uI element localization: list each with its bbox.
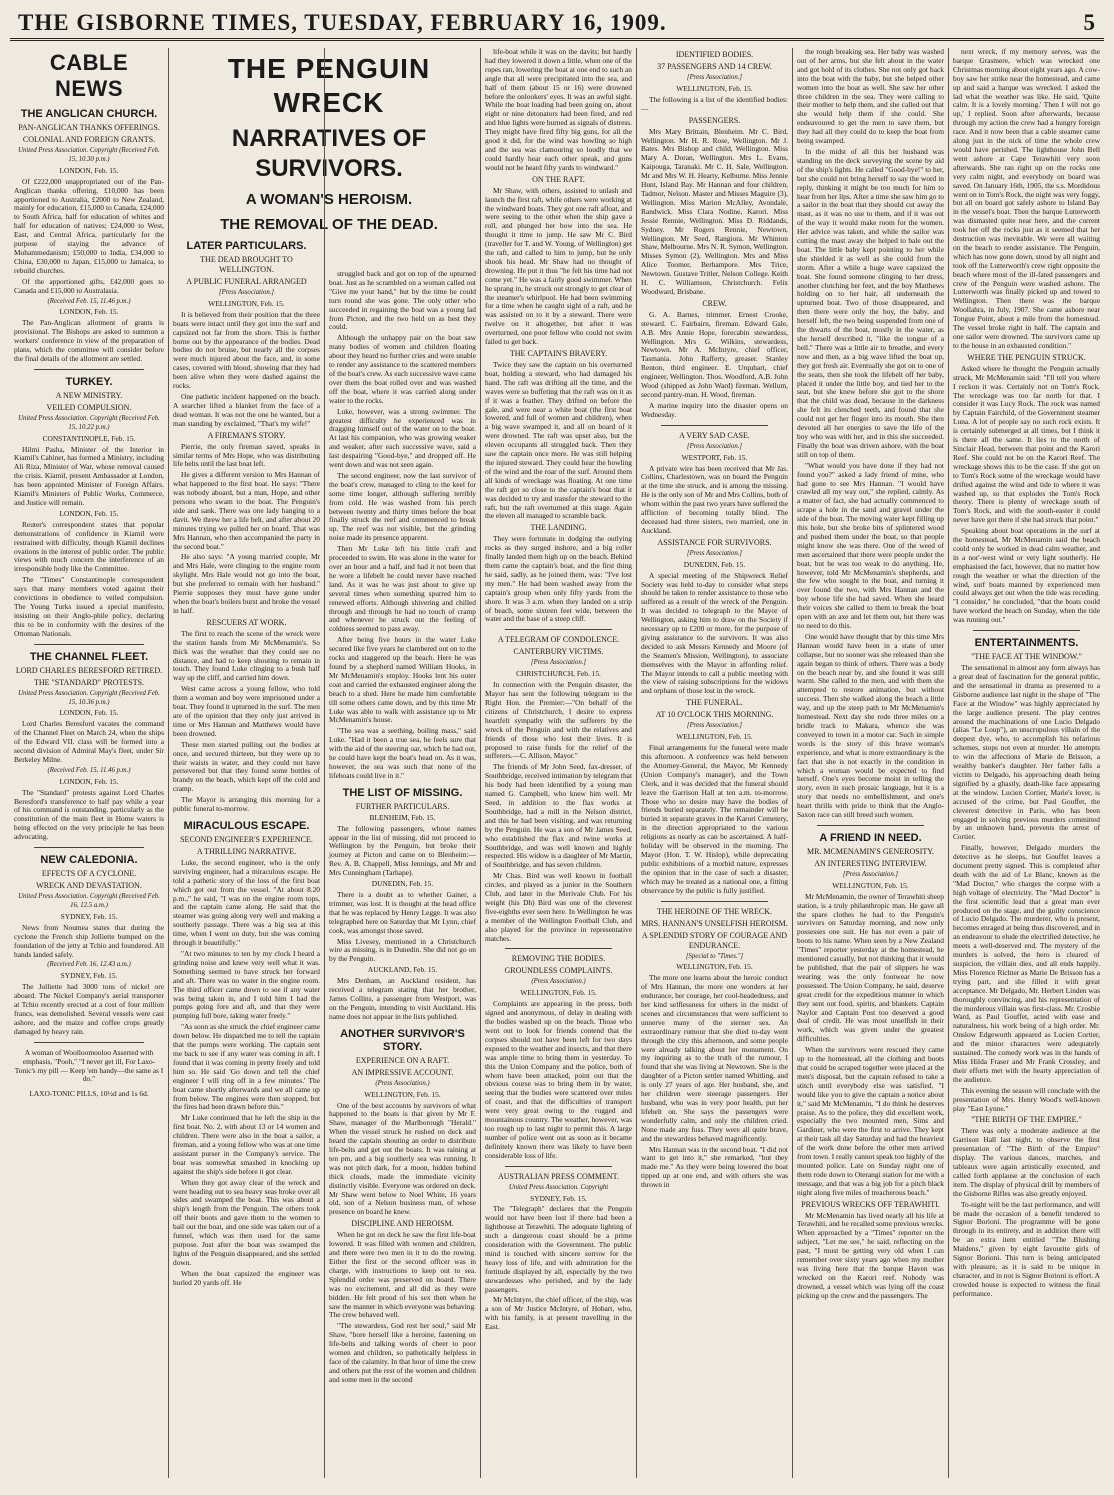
subheadline: A VERY SAD CASE. — [679, 430, 750, 440]
subheadline: A PUBLIC FUNERAL ARRANGED — [186, 277, 307, 286]
subheadline: FURTHER PARTICULARS. — [355, 801, 450, 811]
dateline: DUNEDIN, Feb. 15. — [371, 879, 434, 889]
paragraph: Mr McIntyre, the chief officer, of the ship, was a son of Mr Justice McIntyre, of Hobart, who, with his family, is at present travelling in the East. — [485, 1295, 632, 1332]
subheadline: IDENTIFIED BODIES. — [675, 50, 754, 59]
dateline: LONDON, Feb. 15. — [59, 307, 119, 317]
subheadline: 37 PASSENGERS AND 14 CREW. — [657, 62, 772, 71]
paragraph: When the survivors were rescued they came up to the homestead, all the clothing and boots that could be scraped together were placed at the men's disposal, but the captain refused to take a stitch until everybody else was satisfied. "I would like you to give the captain a notice about it," said Mr McMenamin, "I do think he deserves praise. As to the police, they did excellent work, especially the two mounted men, Sims and Gardiner, who were the first to arrive. They kept at their task all day Saturday and had the heaviest of the work done before the other men arrived from town. I really cannot speak too highly of the mounted police. Late on Sunday night one of them rode down to Oterangi station for me with a message, and that was a big job for a pitch black night along five miles of treacherous beach." — [797, 1045, 944, 1197]
subheadline: THE DEAD BROUGHT TO WELLINGTON. — [200, 255, 293, 274]
dateline: LONDON, Feb. 15. — [59, 165, 119, 175]
subheadline: THE CAPTAIN'S BRAVERY. — [509, 349, 608, 358]
divider — [505, 948, 612, 949]
paragraph: The Jolliette had 3000 tons of nickel ore aboard. The Nickel Company's aerial transporter at Tchio recently erected at a cost of four million francs, was demolished. Several vessels were cast ashore, and the maize and coffee crops greatly damaged by heavy rain. — [14, 982, 164, 1036]
press-credit: [Press Association.] — [530, 659, 587, 667]
column-raft — [480, 48, 636, 1478]
press-credit: United Press Association. Copyright (Received Feb. 15, 10.36 p.m.) — [18, 689, 160, 706]
subheadline: PAN-ANGLICAN THANKS OFFERINGS. — [18, 123, 160, 132]
headline: THE LIST OF MISSING. — [342, 786, 463, 799]
masthead — [10, 8, 1104, 41]
press-credit: [Special to "Times."] — [685, 952, 744, 960]
column-survivors — [324, 48, 480, 1478]
subheadline: GROUNDLESS COMPLAINTS. — [504, 966, 613, 976]
subheadline: THE LANDING. — [530, 523, 587, 533]
divider — [973, 630, 1080, 631]
divider — [505, 1166, 612, 1167]
paragraph: Speaking about boat operations in the surf at the homestead, Mr McMenamin said the beach could only be worked in dead calm weather, and in a nor'-west wind or very light southerly. He emphasised the fact, however, that no matter how rough the weather or what the direction of the wind, surf boats manned by experienced men could always get out when the tide was receding. "I consider," he concluded, "that the boats could have worked the beach on Sunday, when the tide was running out." — [953, 526, 1100, 625]
press-credit: United Press Association. Copyright (Received Feb. 15, 10.30 p.m.) — [18, 147, 160, 163]
paragraph: One pathetic incident happened on the beach. A searcher lifted a blanket from the face of a dead woman. It was not the one he wanted, but a man standing by exclaimed, "That's my wife!" — [173, 391, 320, 428]
divider — [34, 644, 144, 645]
subheadline: MR. MCMENAMIN'S GENEROSITY. — [806, 846, 935, 856]
paragraph: Miss Livesey, mentioned in a Christchurch wire as missing, is in Dunedin. She did not go on by the Penguin. — [329, 936, 476, 964]
paragraph: Of the apportioned gifts, £42,000 goes to Canada and £15,000 to Australasia. — [14, 276, 164, 295]
subheadline: EXPERIENCE ON A RAFT. — [355, 1055, 450, 1065]
press-credit: (Press Association.) — [531, 978, 586, 986]
press-credit: [Press Association.] — [686, 74, 743, 81]
press-credit: [Press Association.] — [218, 289, 275, 296]
dateline: SYDNEY, Feb. 15. — [60, 971, 118, 981]
paragraph: The Mayor is arranging this morning for a public funeral to-morrow. — [173, 795, 320, 814]
paragraph: Asked where he thought the Penguin actually struck, Mr McMenamin said: "I'll tell you where I reckon it was. Certainly not on Tom's Rock. The wreckage was too far north for that. I consider it was Lucy Rock. The rock was named by Captain Fairchild, of the Government steamer Luna. A lot of people say no such rock exists. It is certainly submerged at all times, but I think it is there all the same. It lies to the north of Sinclair Head, between that point and the Karori Reef. She could not be on the Karori Reef. The wreckage shows this to be the case. If she got on to Tom's Rock some of the wreckage would have drifted against the wind and tide to where it was washed up, so that explodes the Tom's Rock theory. There is plenty of wreckage south of Tom's Rock, and with the south-easter it could never have got there if she had struck that point." — [953, 363, 1100, 525]
dateline: WELLINGTON, Feb. 15. — [364, 1089, 441, 1099]
paragraph: Mrs Hannan was in the second boat. "I did not want to get into it," she remarked, "but they made me." As they were being lowered the boat tipped up at one end, and with others she was thrown in — [641, 1144, 788, 1190]
subheadline: ON THE RAFT. — [532, 174, 585, 184]
paragraph: Lord Charles Beresford vacates the command of the Channel Fleet on March 24, when the ships of the Edward VII. class will be formed into a second division of Admiral May's fleet, under Sir Berkeley Milne. — [14, 719, 164, 764]
paragraph: When he got on deck he saw the first life-boat lowered. It was filled with women and children, and there were two men in it to do the rowing. Either the first or the second officer was in charge, with instructions to keep out to sea. Splendid order was preserved on board. There was no excitement, and all did as they were bidden. He felt proud of his sex then when he saw the manner in which everyone was behaving. The crew behaved well. — [329, 1230, 476, 1320]
paragraph: The second engineer, now the last survivor of the boat's crew, managed to cling to the keel for some time longer, although suffering terribly from cold. He was washed from his perch between twenty and thirty times before the boat finally struck the reef and commenced to break up. The reef was not visible, but the grinding noise made its presence apparent. — [329, 470, 476, 543]
paragraph: The friends of Mr John Seed, fax-dresser, of Southbridge, received intimation by telegram that his body had been identified by a young man named G. Campbell, who knew him well. Mr Seed, in addition to the flax works at Southbridge, had a mill in the Nelson district, and this he had been visiting, and was returning by the Penguin. He was a son of Mr James Seed, who established the flax and twine works at Southbridge, and was well known and highly respected. His widow is a daughter of Mr Martin, of Southbridge, and has seven children. — [485, 762, 632, 870]
headline: TURKEY. — [65, 375, 113, 388]
paragraph: One of the best accounts by survivors of what happened to the boats is that given by Mr F. Shaw, manager of the Marlborough "Herald." When the vessel struck he rushed on deck and heard the captain shouting an order to distribute life-belts and get out the boats. It was raining at ten pm, and a big southerly sea was running. It was not pitch dark, for a moon, hidden behind thick clouds, made the immediate vicinity distinctly visible. Everyone was ordered on deck. Mr Shaw went below to Noel White, 16 years old, son of a Nelson business man, of whose presence on board he knew. — [329, 1100, 476, 1217]
main-subheadline: NARRATIVES OF SURVIVORS. — [231, 125, 427, 182]
subheadline: VEILED COMPULSION. — [46, 402, 132, 412]
press-credit: [Press Association.] — [686, 722, 743, 730]
paragraph: Twice they saw the captain on his overturned boat, holding a steward, who had damaged his hand. The raft was drifting all the time, and the waves were so buffeting that the raft was on it as if it was a feather. They drifted on before the gale, and were near a white boat (the first boat lowered, and full of women and children), when a big wave swamped it, and all on board of it were drowned. The raft was upset also, but the eleven occupants all struggled back. Then they saw the captain once more. He was still helping the injured steward. They could hear the howling of the wind and the roar of the surf. Around them all kinds of wreckage was floating. At one time the raft got so close to the captain's boat that it was decided to try and transfer the steward to the raft, but the raft overturned at this stage. Again the eleven all managed to scramble back. — [485, 360, 632, 521]
received-note: (Received Feb. 15, 11.46 p.m.) — [47, 766, 131, 774]
paragraph: Of £222,000 unappropriated out of the Pan-Anglican thanks offering, £10,000 has been apportioned to Australia, £2000 to New Zealand, mainly for education, £15,000 to Canada, £24,000 to South Africa, half for education of whites and half for education of natives; £24,000 to West, East, and Central Africa, particularly for the purpose of staying the advance of Mohammedanism; £50,000 to India, £34,000 to China, £30,000 to Japan, £15,000 to Jamaica, to rebuild churches. — [14, 176, 164, 275]
subheadline: RESCUERS AT WORK. — [206, 617, 287, 627]
paragraph: West came across a young fellow, who told them a woman and boy were imprisoned under a boat. They found it upturned in the surf. The men are of the opinion that they only just arrived in time or Mrs Hannan and Matthews would have been drowned. — [173, 684, 320, 738]
masthead-title: THE GISBORNE TIMES, TUESDAY, FEBRUARY 16, 1909. — [18, 10, 667, 35]
press-credit: (Press Association.) — [375, 1079, 430, 1087]
paragraph: This evening the season will conclude with the presentation of Mrs. Henry Wood's well-known play "East Lynne." — [953, 1085, 1100, 1113]
paragraph: When they got away clear of the wreck and were heading out to sea heavy seas broke over all sides and swamped the boat. This was about a ship's length from the Penguin. The others took off their boots and gave them to the women to bail out the boat, and one side was taken out of a funnel, which was then used for the same purpose. Just after the boat was swamped the lights of the Penguin disappeared, and she settled down. — [173, 1177, 320, 1267]
secondary-headline: THE REMOVAL OF THE DEAD. — [220, 216, 438, 233]
paragraph: "What would you have done if they had not found you?" asked a lady friend of mine, who had gone to see Mrs Hannan. "I would have crawled all my way out," she replied, calmly. As a matter of fact, she had actually commenced to scrape a hole in the sand and gravel under the side of the boat. The moving water kept filling up this hole, but she broke bits of splintered wood and pushed them under the boat, so that people might know she was there. One of the weed of men ascertained that there were people under the boat, but he was too weak to do anything. He, however, told Mr McMenamin's shepherds, and the few who sought to the boat, and turning it over found the two, with Mrs Hannan and the boy whose life she had saved. When she heard their voices she called to them to break the boat open with an axe and let them out, but there was no need to do this. — [797, 460, 944, 630]
column-cable-news — [10, 48, 168, 1478]
subheadline: WHERE THE PENGUIN STRUCK. — [967, 352, 1086, 362]
subheadline: COLONIAL AND FOREIGN GRANTS. — [22, 135, 156, 144]
received-note: (Received Feb. 16, 12.43 a.m.) — [47, 961, 131, 969]
paragraph: Mr Shaw, with others, assisted to unlash and launch the first raft, while others were working at the windward boats. They got one raft afloat, and were seeing to the other when the ship gave a roll, and plunged her bow into the sea. He thought it time to jump. He saw Mr C. Bird (traveller for T. and W. Young, of Wellington) get the raft, and called to him to jump, but he only shook his head. Mr Shaw had no thought of drowning. He put it thus "he felt his time had not come yet." He was a fairly good swimmer. When he sprang in, he struck out strongly to get clear of the steamer's whirlpool. He had been swimming for a time when he caught sight of a raft, and he was assisted on to it by a steward. There were twelve on it altogether, but after it was overturned, one poor fellow who could not swim failed to get back. — [485, 185, 632, 347]
paragraph: News from Noumea states that during the cyclone the French ship Jolliette bumped on the foundation of the jetty at Tchio and foundered. All hands landed safely. — [14, 922, 164, 959]
paragraph: They were fortunate in dodging the outlying rocks as they surged inshore, and a big roller finally landed them high up on the beach. Behind them came the captain's boat, and the first thing he said, sadly, as he joined them, was: "I've lost my men." He had been washed away from the captain's group when only fifty yards from the shore. It was 3 a.m. when they landed on a strip of beach, some sixteen feet wide, between the water and the base of a steep cliff. — [485, 534, 632, 624]
paragraph: "As soon as she struck the chief engineer came down below. He dispatched me to tell the captain that the pumps were working. The captain sent me back to see if any water was coming in aft. I found that it was coming in pretty freely and told him so. He said 'Go down and tell the chief engineer I will ring off in a few minutes.' The boat came shortly afterwards and we all came up from below. The engines were then stopped, but the fires had been drawn before this." — [173, 1022, 320, 1112]
paragraph: The "Standard" protests against Lord Charles Beresford's transference to half pay while a year of his command is outstanding, particularly as the constitution of the main fleet in Home waters is being effected on the very principle he has been advocating. — [14, 787, 164, 842]
dateline: WELLINGTON, Feb. 15. — [832, 880, 909, 890]
page-number: 5 — [1083, 10, 1096, 35]
paragraph: "At two minutes to ten by my clock I heard a grinding noise and knew very well what it was. Something seemed to have struck her forward and aft. There was no water in the engine room. The third officer came down to see if any water was being taken in, and I told him I had the pumps going fore and aft, and that they were pumping full bore, taking water freely." — [173, 949, 320, 1021]
paragraph: After being five hours in the water Luke secured like five years he clambered out on to the rocks and staggered up the beach. Here he was found by a shepherd named William Hooks, in Mr McMenamin's employ. Hooks lent his outer coat and carried the exhausted engineer along the beach to a shed. Here he made him comfortable till some others came down, and by this time Mr Luke was able to walk with assistance up to Mr McMenamin's house. — [329, 635, 476, 725]
subheadline: AN INTERESTING INTERVIEW. — [814, 858, 927, 868]
dateline: AUCKLAND, Feb. 15. — [367, 965, 438, 975]
subheadline: SECOND ENGINEER'S EXPERIENCE. — [180, 834, 313, 844]
subheadline: ASSISTANCE FOR SURVIVORS. — [657, 537, 772, 547]
paragraph: Luke, however, was a strong swimmer. The greatest difficulty he experienced was in dragging himself out of the water on to the boat. At last his companion, who was growing weaker and weaker, after each successive wave, said a last despairing "Good-bye," and dropped off. He went down and was not seen again. — [329, 406, 476, 470]
subheadline: EFFECTS OF A CYCLONE. — [41, 869, 137, 879]
divider — [661, 901, 768, 902]
press-credit: United Press Association. Copyright (Received Feb. 16, 12.5 a.m.) — [18, 893, 160, 909]
headline: A FRIEND IN NEED. — [819, 831, 922, 844]
paragraph: "The stewardess, God rest her soul," said Mr Shaw, "bore herself like a heroine, fastening on life-belts and talking words of cheer to poor women and children, so pathetically helpless in face of the calamity. In that hour of time the crew and others put the rest of the women and children and some men in the second — [329, 1321, 476, 1384]
subheadline: PREVIOUS WRECKS OFF TERAWHITI. — [801, 1199, 940, 1209]
paragraph: To-night will be the last performance, and will be made the occasion of a benefit tendered to Signor Borioni. The programme will be gone through in its entirety, and in addition there will be an extra item entitled "The Blushing Maidens," given by eight favourite girls of Signor Borioni. This turn is being anticipated with pleasure, as it is said to be unique in character, and in not is Signor Borioni is effort. A crowded house is expected to witness the final performance. — [953, 1199, 1100, 1298]
paragraph: life-boat while it was on the davits; but hardly had they lowered it down a little, when one of the ropes ran, lowering the boat at one end to such an angle that all were precipitated into the sea, and half of them (about 15 or 16) were drowned before the onlookers' eyes. It was an awful sight. While the boat loading had been going on, about eight or nine detonators had been fired, and red and blue lights were burned as signals of distress. They might have fired fifty big guns, for all the good it did, for the wind was howling so high and the sea was clamouring so loudly that we could hardly hear each other speak, and guns would not be heard fifty yards to windward." — [485, 47, 632, 172]
section-title: CABLE NEWS — [49, 50, 129, 101]
passenger-list: Mrs Mary Brittain, Blenheim. Mr C. Bird, Wellington. Mr H. R. Rose, Wellington. Mr J. Bates. Mrs Bishop and child, Wellington. Miss Mary A. Doran, Wellington. Mrs L. Evans, Kaipouga, Taranaki. Mr C. H. Sale, Wellington. Mr and Mrs W. H. Hearty, Kelburne. Miss Jennie Hunt, Island Bay. Mr Hannan and four children, Tadmor, Nelson. Master and Misses Maguire (3), Wellington. Miss Marion McAlley, Avondale, Randwick. Miss Clara Nodine, Karori. Miss Jessie Rennie, Wellington. Miss D. Riddands, Sydney. Mr Rogers Rennie, Newtown, Wellington. Mr Seed, Rangiora. Mr Whinton Shaw, Melbourne. Mrs N. R. Symon, Wellington. Misses Symon (2), Wellington. Mrs and Miss Alice Toomer, Berhampore. Mrs Trice, Newtown. Gustave Tritler, Nelson College. Keith H. C. Williamson, Christchurch. Felix Woodward, Brisbane. — [641, 126, 788, 296]
dateline: SYDNEY, Feb. 15. — [60, 911, 118, 921]
paragraph: There was only a moderate audience at the Garrison Hall last night, to observe the first presentation of "The Birth of the Empire" display. The various dances, marches, and tableaux were again artistically executed, and called forth applause at the conclusion of each item. The display of physical drill by members of the Gisborne Rifles was also greatly enjoyed. — [953, 1126, 1100, 1198]
newspaper-page — [10, 8, 1104, 1478]
paragraph: "The sea was a seething, boiling mass," said Luke. "Had it been a true sea, he feels sure that with the aid of the steering oar, which he had out, he could have kept the boat's head on. As it was, however, the sea was such that none of the lifeboats could live in it." — [329, 726, 476, 780]
advertisement-price: LAXO-TONIC PILLS, 10½d and 1s 6d. — [29, 1089, 149, 1099]
paragraph: In connection with the Penguin disaster, the Mayor has sent the following telegram to the Right Hon. the Premier:—"On behalf of the citizens of Christchurch, I desire to express heartfelt sympathy with the sufferers by the wreck of the Penguin and with the relatives and friends of those who lost their lives. It is proposed to raise funds for the relief of the sufferers.—C. Allison, Mayor." — [485, 680, 632, 761]
subheadline: THE "STANDARD" PROTESTS. — [33, 677, 145, 687]
paragraph: Mr McMenamin, the owner of Terawhiti sheep station, is a truly philanthropic man. He gave all the spare clothes he had to the Penguin's survivors on Saturday morning, and now only possesses one suit. He has not even a pair of boots to his name. When seen by a New Zealand "Times" reporter yesterday at the homestead, he mentioned casually, but not thinking that it would be published, that the pair of slippers he was wearing was the only footwear he now possessed. The Union Company, he said, deserve great credit for the expeditious manner in which they sent out food, spirits, and blankets. Captain Naylor and Captain Post too deserved a good deal of credit. He was most unselfish in their work, which was given under the greatest difficulties. — [797, 891, 944, 1044]
paragraph: Pierrie, the only fireman saved, speaks in similar terms of Mrs Hope, who was distributing life belts until the last boat left. — [173, 441, 320, 469]
headline: LATER PARTICULARS. — [186, 240, 307, 252]
press-credit: [Press Association.] — [686, 442, 743, 450]
divider — [817, 825, 924, 826]
paragraph: Finally, however, Delgado murders the detective as he sleeps, but Gouffet leaves a document pretty signed. This is completed after death with the aid of Le Blanc, known as the "Mad Doctor," who charges the corpse with a high voltage of electricity. The "Mad Doctor" is the first scientific lead that a great man ever produced on the stage, and the guilty conscience of Lucio Delgado. The murderer, who is present, becomes enraged at being thus discovered, and in an endeavour to elude the electrified detective, he meets a well-deserved end. The mystery of the murders is solved, the hero is cleared of suspicion, the villain dies, and all ends happily. Miss Florence Richter as Marie De Brisson has a trying part, and she filled it with great acceptance. Mr Delgado, Mr. Herbert Linden was thoroughly convincing, and his representation of the murderous villain was first-class. Mr. Crosbie Ward, as Paul Gouffet, acted with ease and naturalness, his work being of a high order. Mr. Onslow Edgeworth appeared as Lucien Cortier, and the minor characters were adequately sustained. The comedy work was in the hands of Miss Hilda Fraser and Mr Frank Crossley, and their efforts met with the hearty appreciation of the audience. — [953, 843, 1100, 1084]
divider — [505, 629, 612, 630]
paragraph: These men started pulling out the bodies at once, and secured thirteen, but they were up to their waists in water, and they could not have persevered but that they found some bottles of brandy on the beach, which kept off the cold and cramp. — [173, 739, 320, 794]
subheadline: THE FUNERAL. — [686, 698, 743, 708]
subheadline: CREW. — [702, 298, 727, 308]
subheadline: LORD CHARLES BERESFORD RETIRED. — [15, 665, 163, 675]
paragraph: He gives a different version to Mrs Hannan of what happened to the first boat. He says: "There was nobody aboard, but a man, Hope, and other persons who swam to the boat. The Penguin's side and sank. There was one lady hanging to a davit. We threw her a life belt, and after about 20 minutes trying we pulled her on board. That was Mrs Hannan, who then accompanied the party in the second boat." — [173, 470, 320, 551]
headline: MIRACULOUS ESCAPE. — [183, 819, 310, 832]
dateline: CHRISTCHURCH, Feb. 15. — [516, 669, 601, 679]
paragraph: The Pan-Anglican allotment of grants is provisional. The Bishops are asked to summon a workers' conference in view of the preparation of plans, which the committee will consider before the final details of the allotment are settled. — [14, 318, 164, 363]
paragraph: Mr Luke continued that he left the ship in the first boat. No. 2, with about 13 or 14 women and children. There were also in the boat a sailor, a fireman, and a young fellow who was at one time assistant purser in the Company's service. The boat was somewhat smashed in knocking up against the ship's side before it got clear. — [173, 1113, 320, 1176]
paragraph: Although the unhappy pair on the boat saw many bodies of women and children floating about they heard no further cries and were unable to render any assistance to the scattered members of the boat's crew. As each successive wave came over them the boat rolled over and was washed off the boat, where it was carried along under water to the rocks. — [329, 333, 476, 405]
main-headline: THE PENGUIN WRECK — [227, 53, 431, 118]
column-hannan — [792, 48, 948, 1478]
subheadline: MRS. HANNAN'S UNSELFISH HEROISM. — [641, 918, 788, 928]
subheadline: DISCIPLINE AND HEROISM. — [351, 1219, 454, 1229]
subheadline: A SPLENDID STORY OF COURAGE AND ENDURANCE. — [641, 930, 788, 950]
press-credit: [Press Association.] — [842, 870, 899, 878]
subheadline: AN IMPRESSIVE ACCOUNT. — [351, 1067, 454, 1077]
paragraph: Luke, the second engineer, who is the only surviving engineer, had a miraculous escape. He told a pathetic story of the loss of the first boat which got out from the vessel. "At about 8.20 p.m.," he said, "I was on the engine room tops, and the captain came along. He said that the steamer was going along very well and making a southerly passage. There was a big sea at this time, when I went on duty, but she was coming through it beautifully." — [173, 857, 320, 948]
subheadline: A FIREMAN'S STORY. — [207, 430, 286, 440]
paragraph: In the midst of all this her husband was standing on the deck surveying the scene by aid of the ship's lights. He called "Good-bye!" to her, but she could not bring herself to say the word in reply, thinking it might be too much for him to hear from her lips. After a time she saw him go to a sailor in the boat that they should cut away the mast, as it was no use to them, and if it was out of the way it would make room for the women. Her advice was taken, and while the sailor was cutting the mast away she helped to bale out the boat. The little baby kept pointing to her while she shielded it as well as she could from the storm. After a while a huge wave capsized the boat. She found someone clinging to her dress, another clutching her feet, and the boy Matthews holding on to her hair, all underneath the upturned boat. Two of those disappeared, and then there were only the boy, the baby, and herself left, the two being suspended from one of the thwarts of the boat, mostly in the water, as she herself described it, "like the tongue of a bell." There was a little air to breathe, and every now and then, as a big wave lifted the boat up, they got fresh air. Eventually she got on to one of the seats, then she took the lifebelt off her baby, placed it under the little boy, and tied her to the seat, but she knew before she got to the shore that the child was dead, because in the darkness she felt its clenched teeth, and found that she could not get her finger into its mouth. She then devoted all her energies to save the life of the boy who was with her, and in this she succeeded. Finally the boat was driven ashore, with the boat still on top of them. — [797, 146, 944, 459]
paragraph: The sensational in almost any form always has a great deal of fascination for the general public, and the sensational in drama as presented to a Gisborne audience last night in the shape of "The Face at the Window" was highly appreciated by the large audience present. The play centres around the machinations of one Lucio Delgado (alias "Le Loup"), an unscrupulous villain of the deepest dye, who, to accomplish his nefarious schemes, stops not even at murder. He attempts to win the affections of Marie de Brisson, a wealthy banker's daughter. Her father falls a victim to Delgado, his approaching death being signified by a ghastly, death-like face appearing at the window. Lucien Cortier, Marie's lover, is accused of the crime, but Paul Gouffet, the cleverest detective in Paris, who has been engaged in solving previous murders committed by an unknown hand, prevents the arrest of Cortier. — [953, 663, 1100, 842]
advertisement-verse: A woman of Woolloomooloo Asserted with emphasis, "Pooh," "I never get ill, For Laxo-Tonic's my pill — Keep 'em handy—the same as I do." — [14, 1047, 164, 1084]
paragraph: A marine inquiry into the disaster opens on Wednesday. — [641, 400, 788, 419]
dateline: CONSTANTINOPLE, Feb. 15. — [42, 433, 136, 443]
paragraph: The following passengers, whose names appear in the list of missing, did not proceed to Wellington by the Penguin, but broke their journey at Picton and came on to Blenheim:— Rev. A. B. Chappell, Miss Jennings, and Mr and Mrs Cunningham (Tarhape). — [329, 823, 476, 878]
paragraph: the rough breaking sea. Her baby was washed out of her arms, but she felt about in the water and got hold of its clothes. She not only got back into the boat with the baby, but she helped other women into the boat as well. She saw her other three children in the sea. They were calling to their mother to help them, and she called out that she would help them if she could. She endeavoured to get the men to save them, but they had all they could do to keep the boat from being swamped. — [797, 47, 944, 146]
dateline: WELLINGTON, Feb. 15. — [676, 732, 753, 742]
dateline: WELLINGTON, Feb. 15. — [676, 962, 753, 972]
paragraph: Reuter's correspondent states that popular demonstrations of confidence in Kiamil were restrained with difficulty, though Kiamil declines ovations in the interest of public order. The public views with much concern the interference of an irresponsible body like the Committee. — [14, 519, 164, 574]
dateline: SYDNEY, Feb. 15. — [530, 1193, 587, 1203]
dateline: DUNEDIN, Feb. 15. — [683, 559, 746, 569]
paragraph: It is believed from their position that the three boats were intact until they got into the surf and capsized not far from the shore. This is further borne out by the appearance of the bodies. Dead bodies do not bruise, but nearly all the corpses were much injured about the face, and, in some cases, covered with blood, showing that they had been alive when they were dashed against the rocks. — [173, 309, 320, 391]
dateline: LONDON, Feb. 15. — [59, 508, 119, 518]
paragraph: A special meeting of the Shipwreck Relief Society was held to-day to consider what steps should be taken to render assistance to those who suffered as a result of the wreck of the Penguin. It was decided to telegraph to the Mayor of Wellington, asking him to draw on the Society if necessary up to £200 or more, for the purpose of giving assistance to the survivors. It was also decided to ask Messrs Kennedy and Moore (of the Seamen's Mission, Wellington), to associate themselves with the Mayor in affording relief. The Mayor intends to call a public meeting with the view of raising subscriptions for the widows and orphans of those lost in the wreck. — [641, 570, 788, 696]
press-credit: United Press Association. Copyright — [508, 1183, 609, 1191]
subheadline: WRECK AND DEVASTATION. — [36, 881, 142, 891]
dateline: WELLINGTON, Feb. 15. — [520, 988, 597, 998]
paragraph: The first to reach the scene of the wreck were the station hands from Mr McMenamin's. So thick was the weather that they could see no distance, and had to keep shouting to remain in touch. They found Luke clinging to a bush half way up the cliff, and carried him down. — [173, 628, 320, 683]
dateline: LONDON, Feb. 15. — [59, 776, 119, 786]
headline: THE ANGLICAN CHURCH. — [20, 108, 158, 120]
subheadline: REMOVING THE BODIES. — [511, 954, 606, 964]
subheadline: A THRILLING NARRATIVE. — [196, 846, 297, 856]
dateline: WELLINGTON, Feb. 15. — [676, 83, 753, 93]
paragraph: Complaints are appearing in the press, both signed and anonymous, of delay in dealing with the bodies washed up on the beach. Those who went out to look for friends contend that the corpses should not have been left for two days exposed to the weather and insects, and that there was ample time to bring them in yesterday. To this the Union Company and the police, both of whom have been attacked, point out that the obvious course was to bring them in by water, seeing that the bodies were scattered over miles of coast, and that the difficulties of transport were very great owing to the rugged and mountainous country. The weather, however, was too rough up to last night to permit this. A large number of police went out as soon as it became definitely known there was likely to have been considerable loss of life. — [485, 999, 632, 1160]
paragraph: struggled back and got on top of the upturned boat. Just as he scrambled on a woman called out "Give me your hand," but by the time he could turn round she was gone. The only other who succeeded in regaining the boat was a young lad from Picton, and the two held on as best they could. — [329, 269, 476, 332]
paragraph: The "Times" Constantinople correspondent says that many members voted against their convictions in obedience to veiled compulsion. The Young Turks issued a special manifesto, insisting on their Anglo-phile policy, declaring this to be in conformity with the desires of the Ottoman Nationals. — [14, 575, 164, 638]
paragraph: There is a doubt as to whether Gainer, a trimmer, was lost. It is thought at the head office that he was replaced by Henry Legge. It was also telegraphed here on Saturday that Mr Lynn, chief cook, was amongst those saved. — [329, 890, 476, 935]
subheadline: AUSTRALIAN PRESS COMMENT. — [498, 1171, 619, 1181]
divider — [34, 1042, 144, 1043]
subheadline: A TELEGRAM OF CONDOLENCE. — [497, 635, 620, 645]
paragraph: next wreck, if my memory serves, was the barque Grasmere, which was wrecked one Christmas morning about eight years ago. A cow-boy saw her strike near the homestead, and came up and said a barque was wrecked. I asked the lad what the weather was like. He said, 'Quite calm. It is a lovely morning.' Then I will not go up,' I replied. Soon after afterwards, because through my action the crew had a hungry foreign race. And it now been that a cable steamer came along just in the nick of time the whole crew would have perished. The lighthouse John Bell went ashore at Cape Terawhiti very soon afterwards. She ran right up on the rocks one very calm night, and everybody on board was saved. On January 16th, 1905, the s.s. Mordidous went on to Tom's Rock, the night was very foggy, but all on board got safely ashore to Island Bay in the vessel's boat. Then the barque Lutterworth was dismasted quite near here, and the current took her off the rocks just as it seemed that her destruction was inevitable. We were all waiting on the beach to render assistance. The Penguin, which has now gone down, stood by all night and took off the Lutterworth's crew right opposite the beach where most of the ill-fated passengers and crew of the Penguin were washed ashore. The Lutterworth was finally picked up and towed to Wellington. Then there was the barque Woollahra, in July, 1907. She came ashore near Tongue Point, about a mile from the homestead. The vessel broke right in half. The captain and one sailor were drowned. The survivors came up to the house in an exhausted condition." — [953, 47, 1100, 350]
subheadline: CANTERBURY VICTIMS. — [513, 647, 604, 657]
received-note: (Received Feb. 15, 11.46 p.m.) — [47, 297, 131, 305]
headline: NEW CALEDONIA. — [40, 854, 138, 867]
crew-list: G. A. Barnes, trimmer. Ernest Crooke, steward. C. Fairbairn, fireman. Edward Gale, A.B. Mrs Annie Hope, forecabin stewardess, Wellington. Mrs G. Wilkins, stewardess, Newtown. Mr A. McIntyre, chief officer, Tasmania. John Rafferty, greaser. Stanley Renton, third engineer. E. Urquhart, chief engineer, Wellington. Thos. Woodford, A.B. John Wood (shipped as John Ward) fireman. Wellum, second pantry-man. H. Wood, fireman. — [641, 309, 788, 399]
paragraph: When the boat capsized the engineer was hurled 20 yards off. He — [173, 1268, 320, 1287]
subheadline: AT 10 O'CLOCK THIS MORNING. — [655, 710, 774, 720]
paragraph: The following is a list of the identified bodies:— — [641, 94, 788, 113]
divider — [34, 369, 144, 370]
headline-spacer — [329, 48, 476, 270]
paragraph: Mrs Denham, an Auckland resident, has received a telegram stating that her brother, James Collins, a passenger from Westport, was on the Penguin, intending to visit Auckland. His name does not appear in the lists published. — [329, 976, 476, 1021]
headline: THE CHANNEL FLEET. — [29, 650, 149, 663]
subheadline: A NEW MINISTRY. — [55, 390, 123, 400]
subheadline: THE HEROINE OF THE WRECK. — [656, 906, 773, 916]
dateline: WESTPORT, Feb. 15. — [681, 452, 748, 462]
subheadline: PASSENGERS. — [688, 115, 741, 125]
paragraph: He also says: "A young married couple, Mr and Mrs Hale, were clinging to the engine room skylight. Mrs Hale would not go into the boat, but she preferred to remain with her husband." Pierrie supposes they must have gone under when the boat's boilers burst and broke the vessel in half. — [173, 552, 320, 615]
subheadline: "THE BIRTH OF THE EMPIRE." — [971, 1115, 1082, 1125]
dateline: BLENHEIM, Feb. 15. — [369, 812, 436, 822]
press-credit: [Press Association.] — [686, 549, 743, 557]
secondary-headline: A WOMAN'S HEROISM. — [245, 191, 413, 208]
paragraph: A private wire has been received that Mr Jas. Collins, Charlestown, was on board the Penguin at the time she struck, and is among the missing. He is the only son of Mr and Mrs Collins, both of whom within the past two years have suffered the affliction of becoming totally blind. The deceased had three sisters, two married, one in Auckland. — [641, 463, 788, 535]
press-credit: United Press Association. Copyright (Received Feb. 15, 10.22 p.m.) — [18, 414, 160, 431]
paragraph: The more one learns about the heroic conduct of Mrs Hannan, the more one wonders at her endurance, her courage, her cool-headedness, and her kind selflessness for others in the midst of scenes and circumstances that were sufficient to unnerve many of the sterner sex. An extraordinary rumour that she died to-day went through the city this afternoon, and some people were already talking about her monument. On my inquiring as to the truth of the rumour, I found that she was living at Newtown. She is the daughter of a Picton settler named Whitling, and is only 27 years of age. Her husband, she, and her children were steerage passengers. Her husband, who was in very poor health, put her lifebelt on. She says the passengers were wonderfully calm, and only the children cried. None made any fuss. They were all quite brave, and the stewardess behaved magnificently. — [641, 973, 788, 1143]
column-identified-bodies — [636, 48, 792, 1478]
headline: ENTERTAINMENTS. — [974, 637, 1079, 650]
column-entertainments — [948, 48, 1104, 1478]
paragraph: The "Telegraph" declares that the Penguin would not have been lost if there had been a lighthouse at Terawhiti. The adequate lighting of such a dangerous coast should be a prime consideration with the Government. The public mind is touched with sincere sorrow for the heavy loss of life, and with admiration for the fortitude displayed by all, especially by the two stewardesses who perished, and by the lady passengers. — [485, 1204, 632, 1294]
divider — [661, 425, 768, 426]
dateline: WELLINGTON, Feb. 15. — [208, 298, 285, 308]
paragraph: One would have thought that by this time Mrs Hannan would have been in a state of utter collapse, but no sooner was she released than she again began to think of others. There was a body on the beach near by, and she found it was still warm. She called to the men, and with them she attempted to restore animation, but without success. Then she walked along the beach a little way, and up the steep path to Mr McMenamin's homestead. Next day she rode three miles on a bridle track to Makara, whence she was conveyed to town in a motor car. Such in simple words is the story of this brave woman's experience, and what is more extraordinary is the fact that she is not exactly in the condition in which a woman would be expected to find herself. One's eyes become moist in telling the story, even in such prosaic language, but it is a story that needs no embellishment, and one's heart thrills with pride to think that the Anglo-Saxon race can still breed such women. — [797, 631, 944, 820]
subheadline: "THE FACE AT THE WINDOW." — [971, 652, 1082, 662]
paragraph: Hilmi Pasha, Minister of the Interior in Kiamil's Cabinet, has formed a Ministry, including Ali Riza, Minister of War, whose removal caused the crisis. Kiamil, present Ambassador at London, has been appointed Minister of Foreign Affairs. Kiamil's Ministers of Public Works, Commerce, and Justice will remain. — [14, 444, 164, 507]
paragraph: Final arrangements for the funeral were made this afternoon. A conference was held between the Attorney-General, the Mayor, Mr Kennedy (Union Company's manager), and the Town Clerk, and it was decided that the funeral should leave the Garrison Hall at ten a.m. to-morrow. Those who so desire may have the bodies of friends buried separately. The remainder will be buried in separate graves in the Karori Cemetery, in the direction appropriated to the various religions as nearly as can be ascertained. A half-holiday will be observed in the morning. The Mayor (Hon. T. W. Hislop), while deprecating public exhibitions of a morbid nature, expresses the opinion that in the case of such a disaster, which may be treated as a national one, a fitting observance by the public is fully justified. — [641, 743, 788, 895]
headline: ANOTHER SURVIVOR'S STORY. — [340, 1027, 465, 1053]
paragraph: Then Mr Luke left his little craft and proceeded to swim. He was alone in the water for over an hour and a half, and had it not been that he wore a lifebelt he could never have reached land. As it was he was just about to give up several times when something spurred him to renewed efforts. Although shivering and chilled through and through he had no touch of cramp and whenever he struck out the feeling of coldness seemed to pass away. — [329, 544, 476, 634]
paragraph: Mr Chas. Bird was well known in football circles, and played as a junior in the Southern Club, and later in the Merivale Club. For his weight (his Dh) Bird was one of the cleverest five-eighths ever seen here. In Wellington he was a member of the Wellington Football Club, and also played for the province in representative matches. — [485, 871, 632, 943]
dateline: LONDON, Feb. 15. — [59, 708, 119, 718]
paragraph: Mr McMenamin has lived nearly all his life at Terawhiti, and he recalled some previous wrecks. When approached by a "Times" reporter on the subject, "Let me see," he said, reflecting on the past, "I must be getting very old when I can remember over sixty years ago when my mother was living here that the barque Haven was wrecked on the Karori reef. Nobody was drowned, a vessel which was lying off the coast picking up the crew and the passengers. The — [797, 1210, 944, 1300]
divider — [34, 847, 144, 848]
